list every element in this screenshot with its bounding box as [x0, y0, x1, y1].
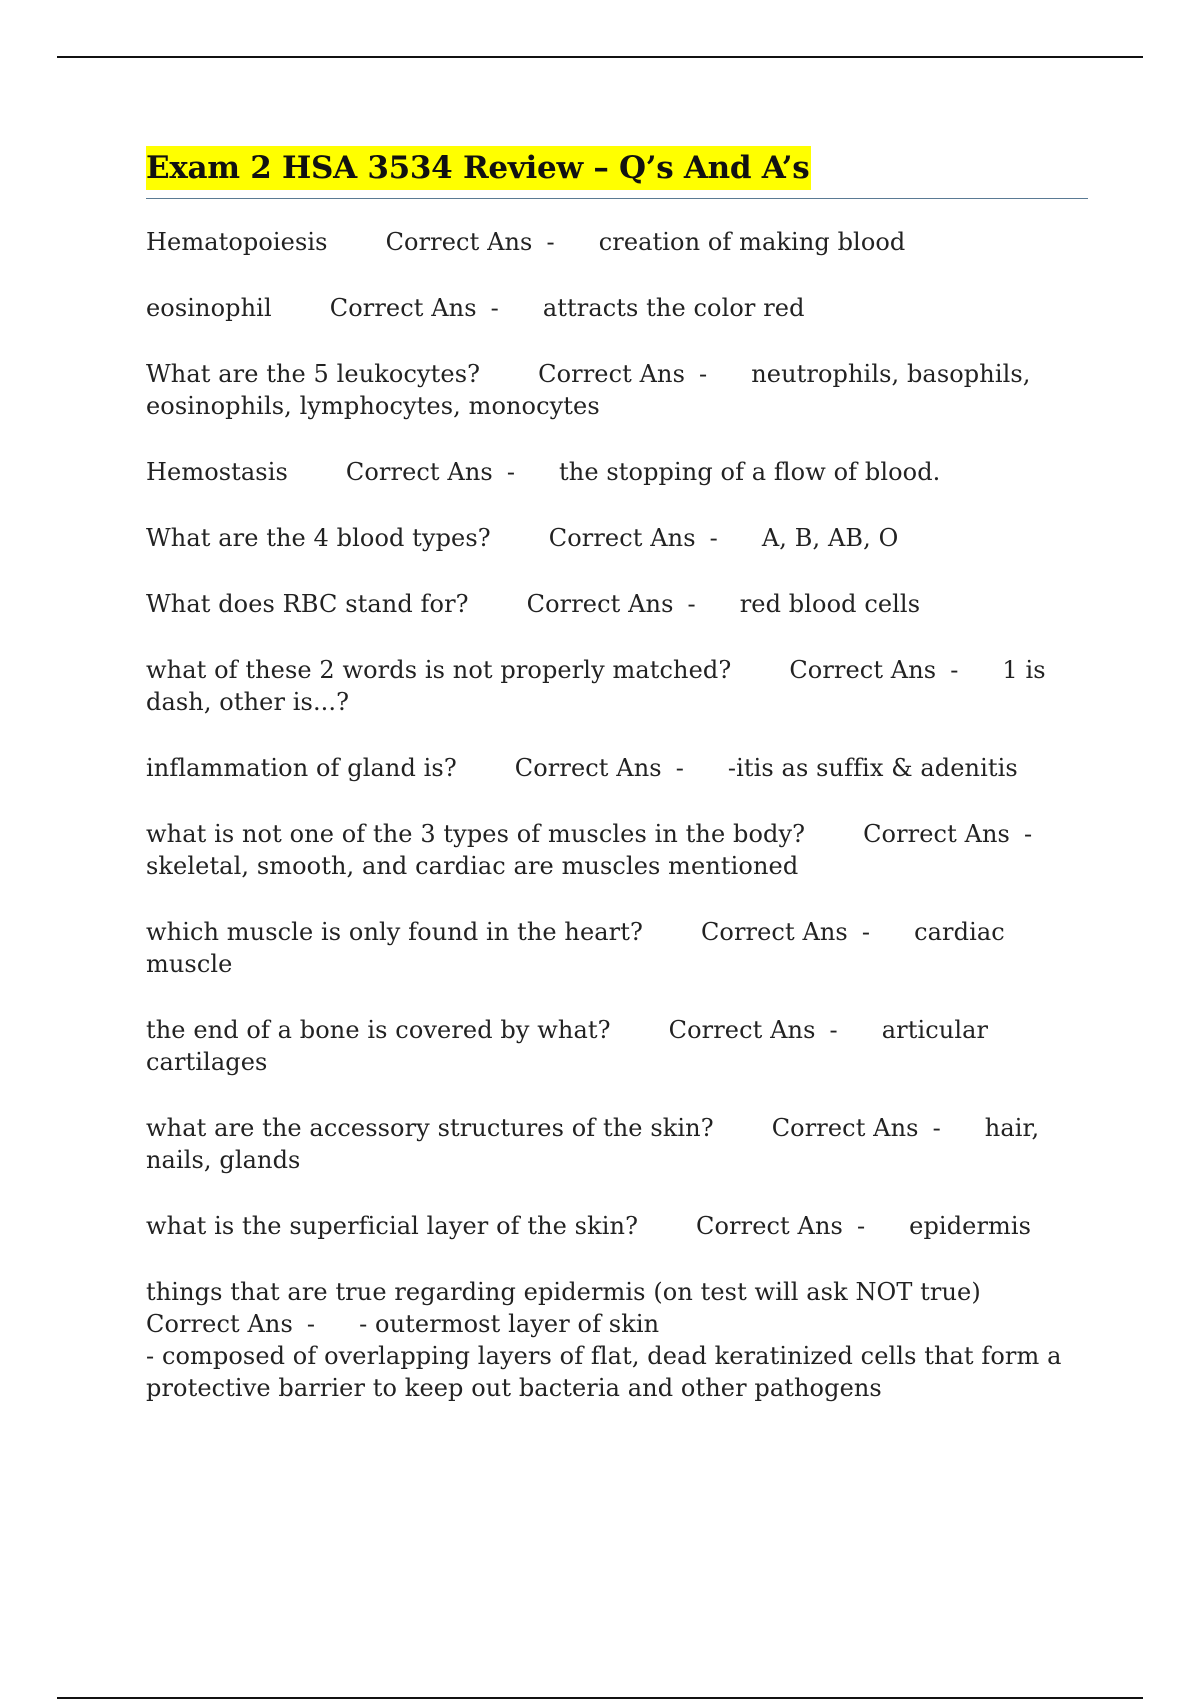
answer-separator: - [1023, 820, 1033, 848]
question-text: things that are true regarding epidermis (on test will ask NOT true) [146, 1278, 981, 1306]
question-text: What are the 5 leukocytes? [146, 360, 481, 388]
answer-text: attracts the color red [542, 294, 805, 322]
answer-text: -itis as suffix & adenitis [727, 754, 1018, 782]
question-text: the end of a bone is covered by what? [146, 1016, 611, 1044]
answer-label: Correct Ans [700, 918, 848, 946]
answer-separator: - [856, 1212, 866, 1240]
top-rule [57, 56, 1143, 58]
answer-text: neutrophils, basophils, eosinophils, lymphocytes, monocytes [146, 360, 1039, 420]
answer-separator: - [950, 656, 959, 684]
answer-text: creation of making blood [598, 228, 906, 256]
answer-separator: - [709, 524, 718, 552]
qa-item [146, 1210, 1086, 1242]
answer-text: the stopping of a flow of blood. [559, 458, 941, 486]
answer-text: hair, nails, glands [146, 1114, 1047, 1174]
answer-separator: - [829, 1016, 838, 1044]
qa-item [146, 588, 1086, 620]
qa-item [146, 818, 1086, 882]
question-text: what are the accessory structures of the skin? [146, 1114, 714, 1142]
qa-item [146, 358, 1086, 422]
answer-separator: - [932, 1114, 941, 1142]
question-text: inflammation of gland is? [146, 754, 457, 782]
question-text: which muscle is only found in the heart? [146, 918, 643, 946]
question-text: What does RBC stand for? [146, 590, 469, 618]
answer-text: red blood cells [739, 590, 921, 618]
document-title: Exam 2 HSA 3534 Review – Q’s And A’s [146, 146, 811, 190]
answer-label: Correct Ans [538, 360, 686, 388]
answer-label: Correct Ans [668, 1016, 816, 1044]
question-text: Hemostasis [146, 458, 288, 486]
answer-label: Correct Ans [526, 590, 674, 618]
qa-list [146, 226, 1086, 1438]
answer-text: cardiac muscle [146, 918, 1013, 978]
question-text: what of these 2 words is not properly matched? [146, 656, 732, 684]
answer-label: Correct Ans [696, 1212, 843, 1240]
question-text: Hematopoiesis [146, 228, 328, 256]
answer-label: Correct Ans [514, 754, 662, 782]
bottom-rule [57, 1697, 1143, 1699]
answer-text: A, B, AB, O [761, 524, 899, 552]
answer-text: skeletal, smooth, and cardiac are muscles mentioned [146, 852, 799, 880]
answer-text: 1 is dash, other is...? [146, 656, 1054, 716]
answer-label: Correct Ans [385, 228, 533, 256]
qa-item [146, 226, 1086, 258]
qa-item [146, 1014, 1086, 1078]
answer-separator: - [306, 1310, 316, 1338]
answer-separator: - [506, 458, 516, 486]
answer-separator: - [490, 294, 499, 322]
answer-separator: - [675, 754, 684, 782]
qa-item [146, 292, 1086, 324]
question-text: what is not one of the 3 types of muscles in the body? [146, 820, 806, 848]
answer-label: Correct Ans [146, 1310, 293, 1338]
answer-text: articular cartilages [146, 1016, 996, 1076]
qa-item [146, 1112, 1086, 1176]
answer-label: Correct Ans [771, 1114, 919, 1142]
qa-item [146, 654, 1086, 718]
qa-item [146, 916, 1086, 980]
qa-item [146, 752, 1086, 784]
qa-item [146, 522, 1086, 554]
answer-separator: - [699, 360, 708, 388]
question-text: what is the superficial layer of the skin? [146, 1212, 639, 1240]
answer-text: epidermis [909, 1212, 1032, 1240]
answer-separator: - [546, 228, 555, 256]
answer-label: Correct Ans [345, 458, 493, 486]
title-block [146, 146, 1088, 199]
answer-label: Correct Ans [789, 656, 937, 684]
answer-label: Correct Ans [548, 524, 696, 552]
question-text: What are the 4 blood types? [146, 524, 491, 552]
answer-label: Correct Ans [329, 294, 477, 322]
answer-text: - outermost layer of skin - composed of overlapping layers of flat, dead keratinized cells that form a protective barrier to keep out bacteria and other pathogens [146, 1310, 1062, 1402]
qa-item [146, 1276, 1086, 1404]
answer-label: Correct Ans [863, 820, 1010, 848]
answer-separator: - [687, 590, 696, 618]
question-text: eosinophil [146, 294, 272, 322]
answer-separator: - [861, 918, 871, 946]
qa-item [146, 456, 1086, 488]
